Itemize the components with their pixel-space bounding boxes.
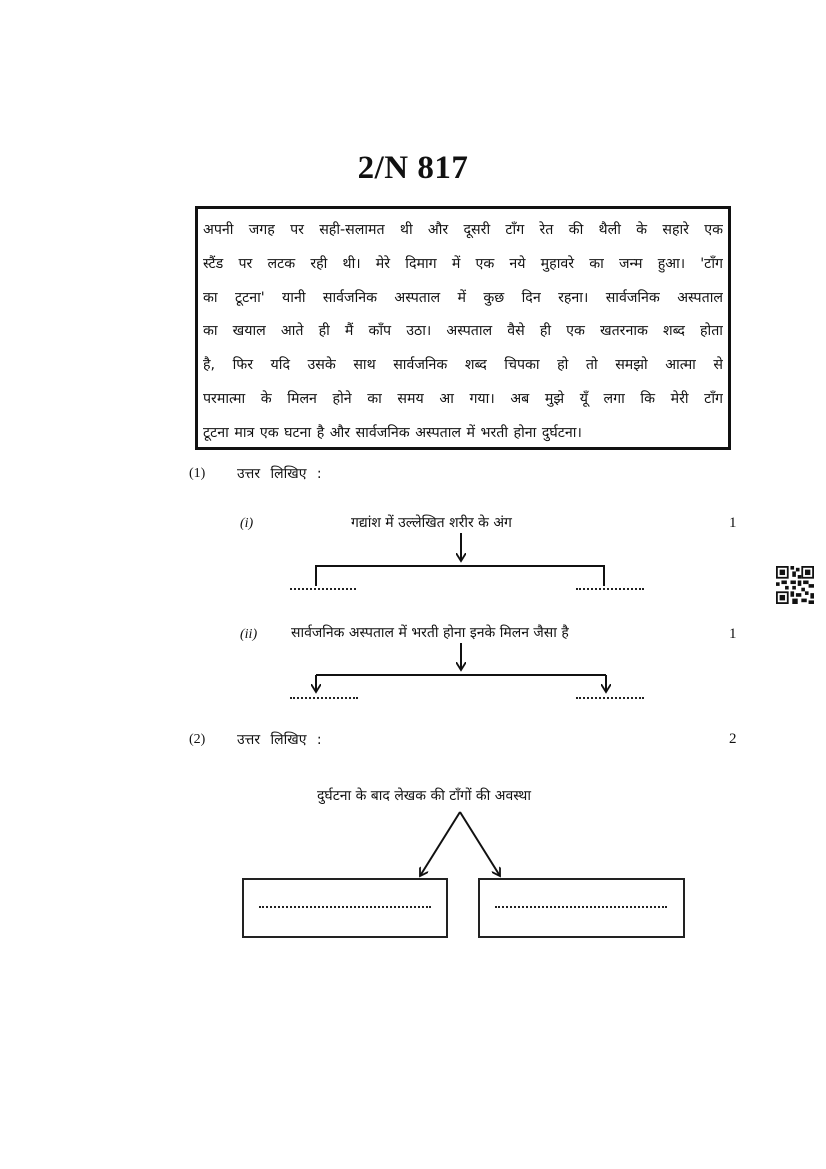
q1-number: (1) xyxy=(189,466,206,481)
q1-sub1-label: (i) xyxy=(240,516,254,531)
answer-box[interactable] xyxy=(478,878,685,938)
answer-blank[interactable] xyxy=(290,697,358,699)
answer-blank[interactable] xyxy=(495,906,667,908)
q2-number: (2) xyxy=(189,732,206,747)
passage-line: का टूटना' यानी सार्वजनिक अस्पताल में कुछ दिन रहना। सार्वजनिक अस्पताल xyxy=(203,289,723,306)
paper-code: 2/N 817 xyxy=(357,150,469,186)
qr-code-icon xyxy=(776,566,814,604)
q2-connector xyxy=(420,812,500,876)
passage-line: का खयाल आते ही मैं काँप उठा। अस्पताल वैसे ही एक खतरनाक शब्द होता xyxy=(203,323,723,340)
answer-blank[interactable] xyxy=(259,906,431,908)
passage-line: स्टैंड पर लटक रही थी। मेरे दिमाग में एक नये मुहावरे का जन्म हुआ। 'टाँग xyxy=(203,255,723,272)
q1-instruction: उत्तर लिखिए : xyxy=(237,466,322,482)
passage-line: परमात्मा के मिलन होने का समय आ गया। अब मुझे यूँ लगा कि मेरी टाँग xyxy=(203,390,723,407)
q1-sub2-prompt: सार्वजनिक अस्पताल में भरती होना इनके मिलन जैसा है xyxy=(291,625,569,641)
passage-line: टूटना मात्र एक घटना है और सार्वजनिक अस्पताल में भरती होना दुर्घटना। xyxy=(203,424,582,441)
answer-blank[interactable] xyxy=(290,588,356,590)
q1-sub2-label: (ii) xyxy=(240,627,258,642)
q1-sub1-connector xyxy=(316,533,604,586)
q2-marks: 2 xyxy=(729,731,737,747)
passage-line: अपनी जगह पर सही-सलामत थी और दूसरी टाँग रेत की थैली के सहारे एक xyxy=(203,222,723,238)
q1-sub2-marks: 1 xyxy=(729,626,737,642)
q1-sub2-connector xyxy=(316,643,606,692)
answer-blank[interactable] xyxy=(576,588,644,590)
passage-line: है, फिर यदि उसके साथ सार्वजनिक शब्द चिपका हो तो समझो आत्मा से xyxy=(203,357,723,374)
q2-instruction: उत्तर लिखिए : xyxy=(237,732,322,748)
q1-sub1-marks: 1 xyxy=(729,515,737,531)
q2-prompt: दुर्घटना के बाद लेखक की टाँगों की अवस्था xyxy=(317,788,531,804)
q1-sub1-prompt: गद्यांश में उल्लेखित शरीर के अंग xyxy=(351,515,512,531)
answer-blank[interactable] xyxy=(576,697,644,699)
answer-box[interactable] xyxy=(242,878,448,938)
